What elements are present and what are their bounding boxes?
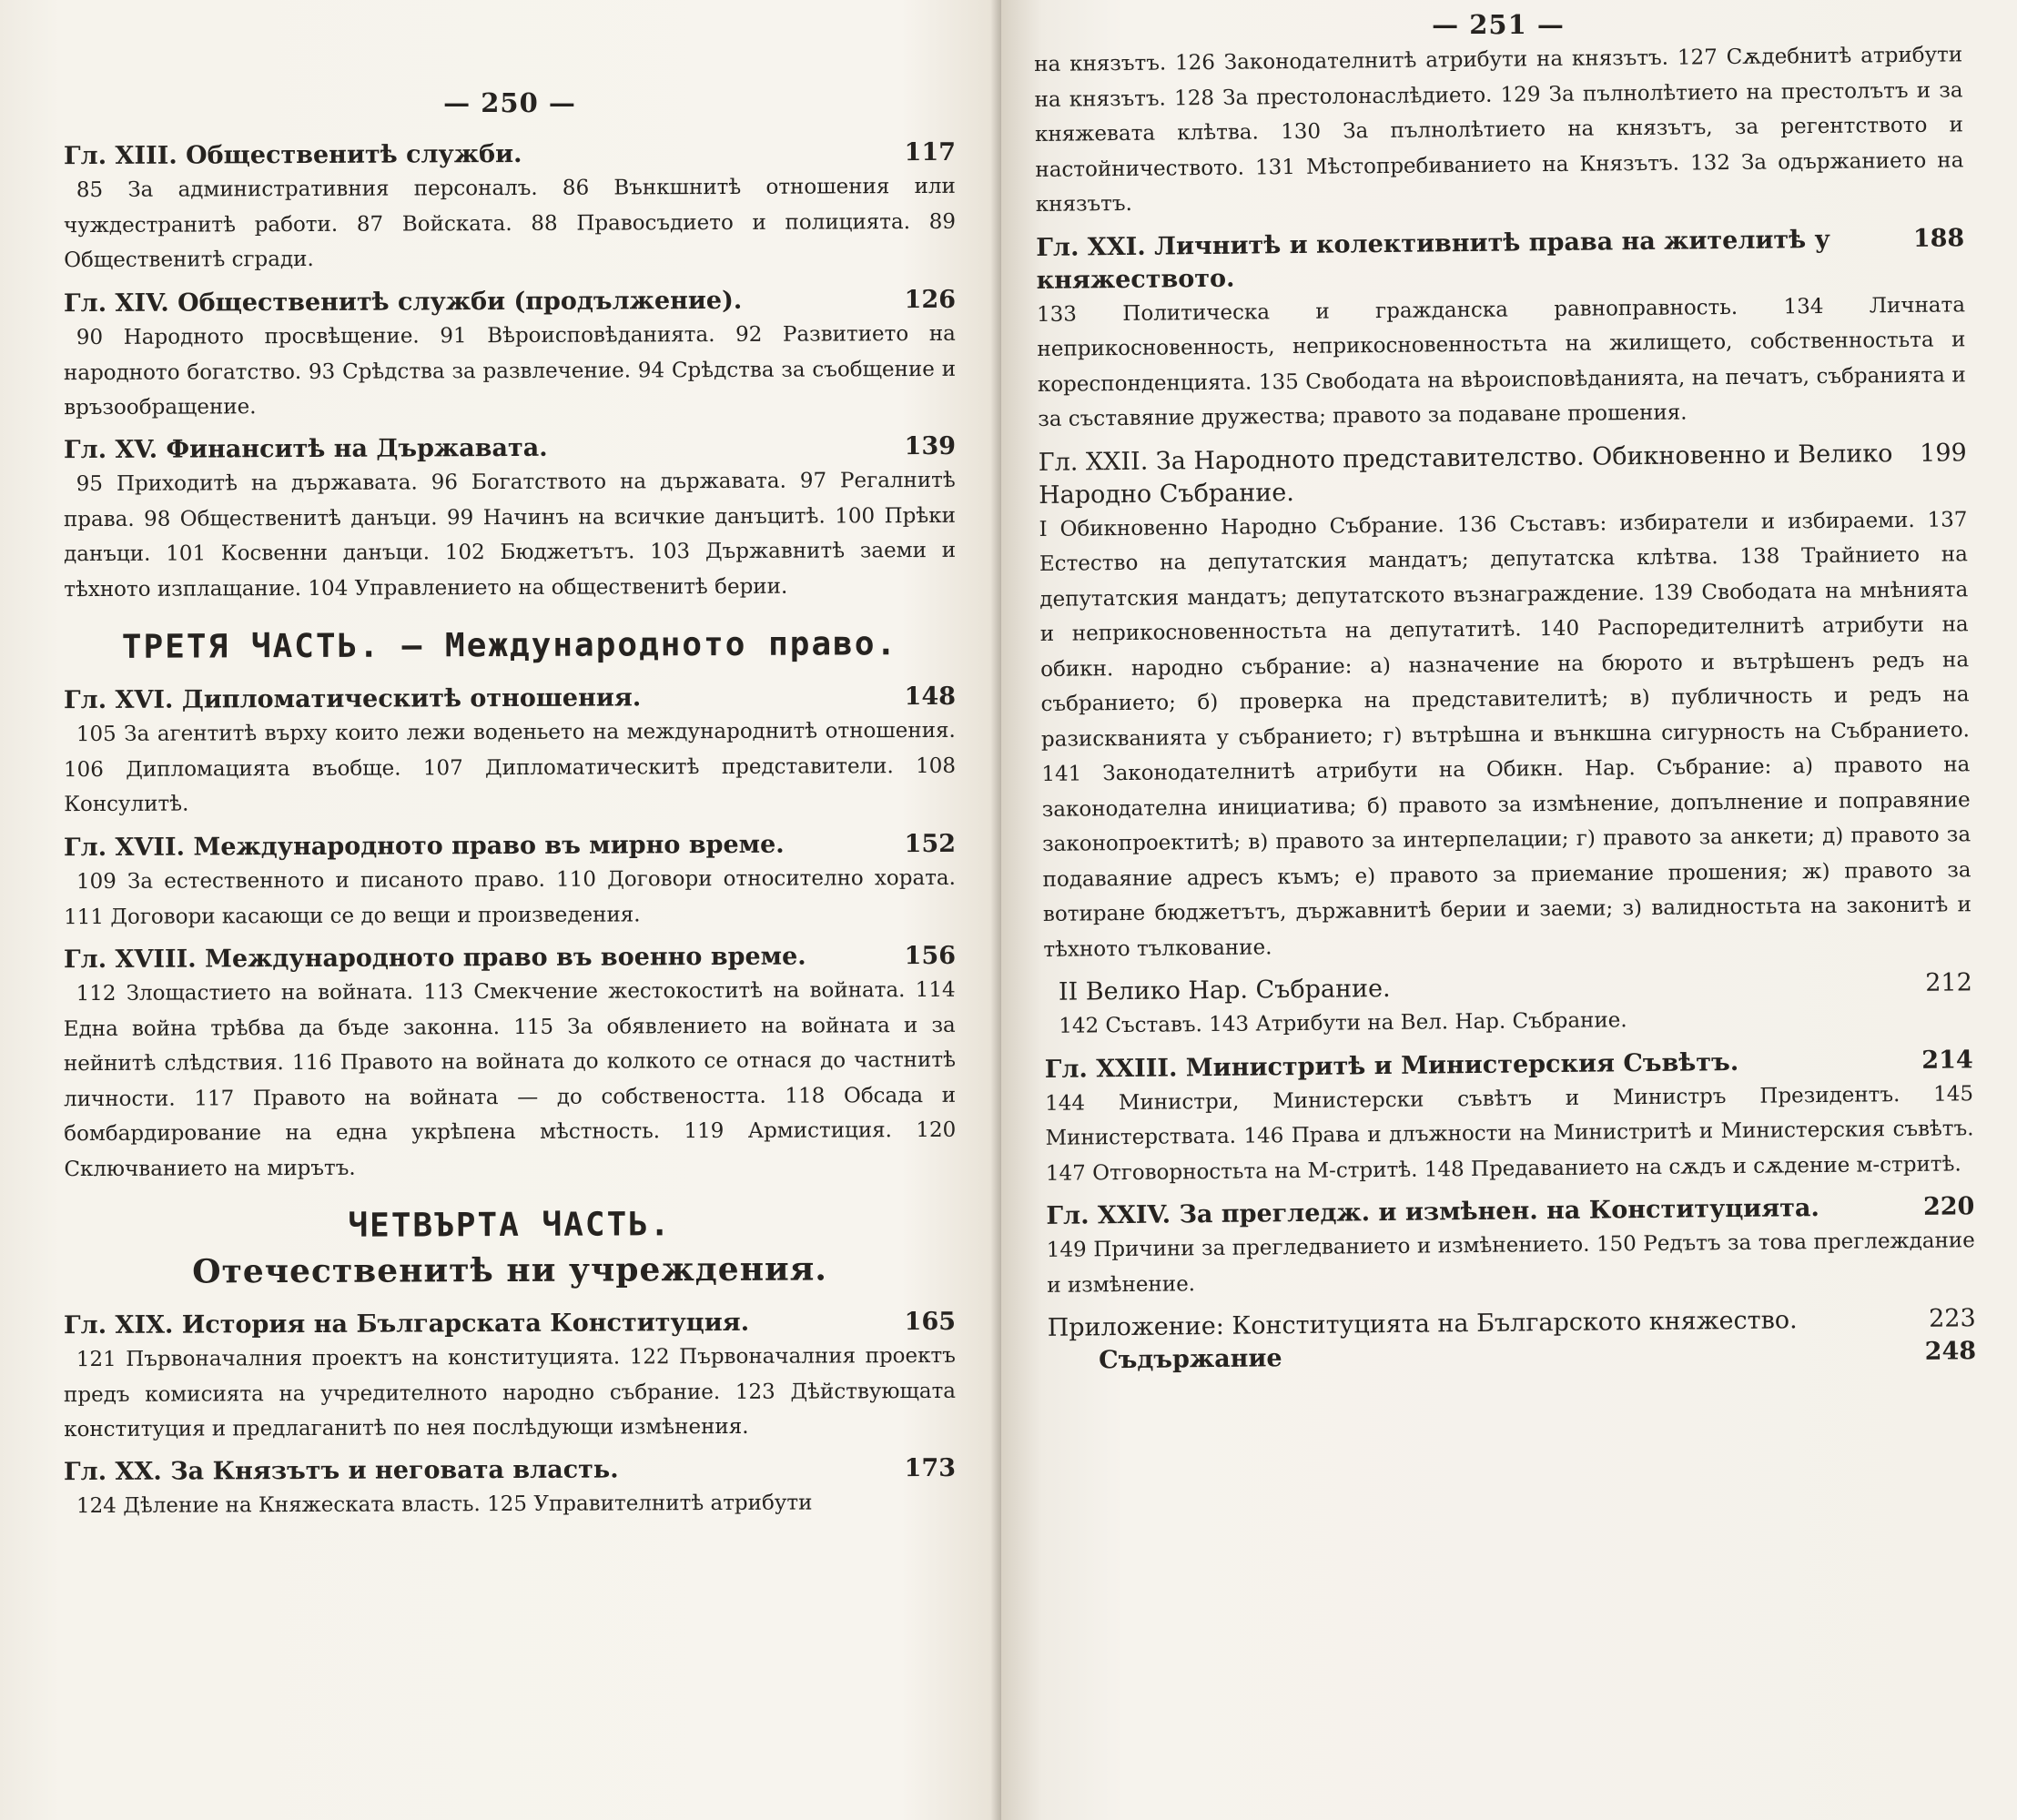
appendix-title: Приложение: Конституцията на Българското княжество. (1047, 1306, 1798, 1342)
chapter-topics: 95 Приходитѣ на държавата. 96 Богатството на държавата. 97 Регалнитѣ права. 98 Общественитѣ данъци. 99 Начинъ на всичкие данъцитѣ. 100 Прѣки данъци. 101 Косвенни данъци. 102 Бюджетътъ. 103 Държавнитѣ заеми и тѣхното изплащание. 104 Управлението на общественитѣ берии. (63, 468, 957, 602)
chapter-page: 117 (904, 137, 957, 167)
chapter-topics: I Обикновенно Народно Събрание. 136 Съставъ: избиратели и избираеми. 137 Естество на депутатския мандатъ; депутатска клѣтва. 138 Трайнието на депутатския мандатъ; депутатското възнаграждение. 139 Свободата на мнѣнията и неприкосновенностьта на депутатитѣ. 140 Распоредителнитѣ атрибути на обикн. народно събрание: а) назначение на бюрото и вътрѣшенъ редъ на събранието; б) проверка на представителитѣ; в) публичность и редъ на разискванията у събранието; г) вътрѣшна и вънкшна сигурность на Събранието. 141 Законодателнитѣ атрибути на Обикн. Нар. Събрание: а) правото на законодателна инициатива; б) правото за измѣнение, допълнение и поправяние законопроектитѣ; в) правото за интерпелации; г) правото за анкети; д) правото за подаваяние адресъ къмъ; е) правото за приемание прошения; ж) правото за вотиране бюджетътъ, държавнитѣ берии и заеми; з) валидностьта на законитѣ и тѣхното тълкование. (1039, 507, 1972, 962)
chapter-title: Гл. XVIII. Международното право въ военно време. (63, 942, 806, 974)
right-page (1001, 0, 2017, 1820)
contents-page: 248 (1924, 1337, 1977, 1366)
sub-entry-title: II Велико Нар. Събрание. (1058, 974, 1391, 1006)
page-number: — 251 — (1432, 9, 1565, 40)
chapter-topics: 149 Причини за прегледванието и измѣнението. 150 Редътъ за това преглеждание и измѣнение. (1046, 1228, 1975, 1298)
chapter-page: 156 (904, 941, 957, 970)
chapter-topics: 112 Злощастието на войната. 113 Смекчение жестокоститѣ на войната. 114 Една война трѣбва да бъде законна. 115 За обявлението на войната и за нейнитѣ слѣдствия. 116 Правото на войната до колкото се отнася до частнитѣ личности. 117 Правото на войната — до собствеността. 118 Обсада и бомбардирование на една укрѣпена мѣстность. 119 Армистиция. 120 Сключванието на мирътъ. (63, 977, 957, 1181)
left-page (0, 0, 1001, 1820)
chapter-entry (64, 136, 956, 173)
chapter-page: 173 (904, 1453, 957, 1483)
chapter-entry (1036, 222, 1965, 298)
chapter-topics: 124 Дѣление на Княжеската власть. 125 Управителнитѣ атрибути (76, 1491, 813, 1519)
chapter-title: Гл. XIX. История на Българската Конституция. (63, 1308, 750, 1340)
chapter-topics: 109 За естественното и писаното право. 110 Договори относително хората. 111 Договори касающи се до вещи и произведения. (64, 865, 956, 929)
part-heading: ЧЕТВЪРТА ЧАСТЬ. (348, 1205, 672, 1245)
chapter-title: Гл. XXII. За Народното представителство. Обикновенно и Велико Народно Събрание. (1038, 439, 1893, 510)
chapter-page: 199 (1920, 438, 1967, 468)
chapter-topics: 121 Първоначалния проектъ на конституцията. 122 Първоначалния проектъ предъ комисията на учредителното народно събрание. 123 Дѣйствующата конституция и предлаганитѣ по нея послѣдующи измѣнения. (63, 1343, 957, 1441)
sub-entry-page: 212 (1925, 968, 1972, 997)
chapter-title: Гл. XVI. Дипломатическитѣ отношения. (63, 683, 642, 715)
chapter-title: Гл. XX. За Князътъ и неговата власть. (63, 1455, 619, 1487)
chapter-title: Гл. XXIV. За прегледж. и измѣнен. на Конституцията. (1046, 1194, 1819, 1230)
chapter-entry (64, 283, 956, 319)
chapter-title: Гл. XV. Финанситѣ на Държавата. (63, 433, 548, 465)
part-heading: ТРЕТЯ ЧАСТЬ. — Международното право. (121, 625, 898, 666)
chapter-entry (64, 681, 956, 717)
chapter-page: 139 (904, 431, 957, 461)
chapter-title: Гл. XVII. Международното право въ мирно време. (63, 830, 785, 862)
chapter-page: 214 (1921, 1045, 1973, 1075)
chapter-entry (64, 827, 956, 864)
right-page-content (1034, 37, 1976, 1378)
chapter-entry (64, 430, 956, 467)
page-number: — 250 — (443, 87, 576, 118)
chapter-title: Гл. XIV. Общественитѣ служби (продължение). (63, 286, 743, 318)
part-subheading: Отечественитѣ ни учреждения. (192, 1249, 827, 1291)
chapter-entry (64, 1305, 956, 1341)
chapter-page: 152 (904, 829, 957, 858)
chapter-page: 165 (904, 1307, 957, 1336)
chapter-page: 148 (904, 682, 957, 712)
chapter-title: Гл. XXIII. Министритѣ и Министерския Съвѣтъ. (1044, 1047, 1739, 1084)
chapter-page: 188 (1912, 223, 1965, 253)
chapter-entry (64, 939, 956, 976)
chapter-page: 126 (904, 285, 957, 314)
chapter-title: Гл. XXI. Личнитѣ и колективнитѣ права на жителитѣ у княжеството. (1036, 225, 1830, 295)
chapter-entry (1039, 437, 1968, 512)
chapter-topics: на князътъ. 126 Законодателнитѣ атрибути на князътъ. 127 Сѫдебнитѣ атрибути на князътъ. 128 За престолонаслѣдието. 129 За пълнолѣтието на престолътъ и за княжевата клѣтва. 130 За пълнолѣтието на князътъ, за регентството и настойничеството. 131 Мѣстопребиванието на Князътъ. 132 За одържанието на князътъ. (1034, 43, 1964, 217)
chapter-topics: 105 За агентитѣ върху които лежи воденьето на международнитѣ отношения. 106 Дипломацията въобще. 107 Дипломатическитѣ представители. 108 Консулитѣ. (63, 718, 957, 817)
sub-entry-topics: 142 Съставъ. 143 Атрибути на Вел. Нар. Събрание. (1059, 1008, 1627, 1038)
chapter-topics: 144 Министри, Министерски съвѣтъ и Министръ Президентъ. 145 Министерствата. 146 Права и длъжности на Министритѣ и Министерския съвѣтъ. 147 Отговорностьта на М-стритѣ. 148 Предаванието на сѫдъ и сѫдение м-стритѣ. (1045, 1081, 1974, 1186)
chapter-topics: 90 Народното просвѣщение. 91 Вѣроисповѣданията. 92 Развитието на народното богатство. 93 Срѣдства за развлечение. 94 Срѣдства за съобщение и връзообращение. (63, 321, 957, 420)
chapter-topics: 133 Политическа и гражданска равноправность. 134 Личната неприкосновенность, неприкосновенностьта на жилището, собственностьта и кореспонденцията. 135 Свободата на вѣроисповѣданията, на печатъ, събранията и за съставяние дружества; правото за подаване прошения. (1036, 292, 1966, 431)
contents-title: Съдържание (1098, 1344, 1282, 1375)
chapter-topics: 85 За административния персоналъ. 86 Вънкшнитѣ отношения или чуждестранитѣ работи. 87 Войската. 88 Правосъдието и полицията. 89 Общественитѣ сгради. (63, 174, 957, 273)
chapter-entry (64, 1452, 956, 1489)
chapter-title: Гл. XIII. Общественитѣ служби. (63, 139, 522, 171)
appendix-page: 223 (1928, 1304, 1976, 1333)
chapter-page: 220 (1922, 1192, 1975, 1221)
